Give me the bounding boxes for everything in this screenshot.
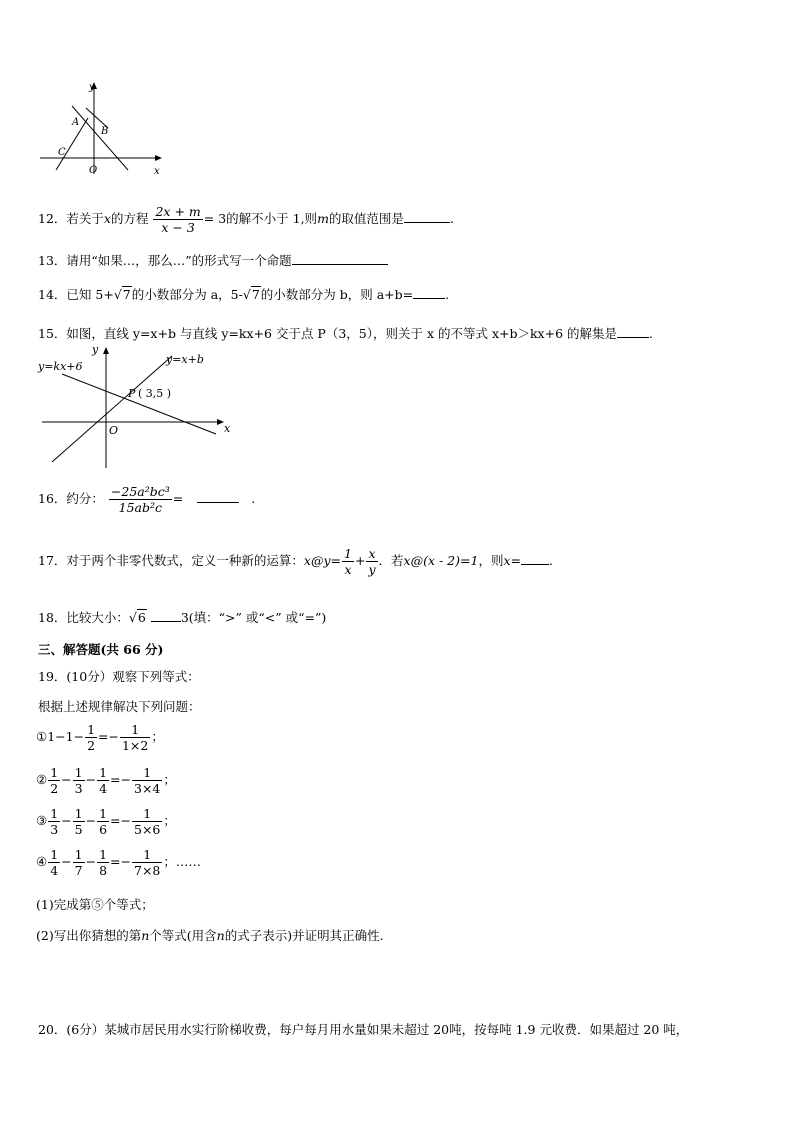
fig15-axis-y: y <box>92 343 99 356</box>
equation-1: ①1−1− $\frac{1}{2}$ =− $\frac{1}{1\times 2}$ ； <box>36 722 164 753</box>
question-16: 16．约分： $\frac{\text{−25a²bc³}}{\text{15ab²c}}$ = . <box>38 484 256 515</box>
fig-label-b: B <box>101 126 109 137</box>
fig15-line1-label: y=kx+6 <box>38 360 83 373</box>
fig15-origin: O <box>109 424 119 437</box>
answer-blank-16[interactable] <box>197 490 239 503</box>
question-15: 15．如图，直线 y=x+b 与直线 y=kx+6 交于点 P（3，5），则关于 x 的不等式 x+b＞kx+6 的解集是 . <box>38 326 653 341</box>
fig-label-a: A <box>72 117 80 128</box>
fig15-line2-label: y=x+b <box>166 353 204 366</box>
equation-2: ② $\frac{1}{2}$ − $\frac{1}{3}$ − $\frac{1}{4}$ =− $\frac{1}{3\times 4}$ ； <box>36 765 176 796</box>
answer-blank-13[interactable] <box>292 252 388 265</box>
answer-blank-15[interactable] <box>617 325 649 338</box>
fig-origin: O <box>89 165 98 176</box>
figure-lines-abc <box>38 78 168 178</box>
question-13: 13．请用“如果…，那么…”的形式写一个命题 <box>38 251 388 269</box>
fig-axis-y: y <box>89 82 95 93</box>
fig-label-c: C <box>58 147 66 158</box>
fig15-point-p: P <box>128 387 136 400</box>
fig-axis-x: x <box>154 166 160 177</box>
question-19-lead: 根据上述规律解决下列问题： <box>38 699 201 714</box>
question-20: 20．(6分）某城市居民用水实行阶梯收费，每户每月用水量如果未超过 20吨，按每吨 1.9 元收费．如果超过 20 吨， <box>38 1022 689 1037</box>
answer-blank-12[interactable] <box>404 210 450 223</box>
section-3-heading: 三、解答题(共 66 分) <box>38 642 164 657</box>
equation-4: ④ $\frac{1}{4}$ − $\frac{1}{7}$ − $\frac{1}{8}$ =− $\frac{1}{7\times 8}$ ；…… <box>36 847 201 878</box>
question-14: 14．已知 5+√7的小数部分为 a，5-√7的小数部分为 b，则 a+b= . <box>38 287 450 302</box>
question-18: 18．比较大小：√6 3(填：“>” 或“<” 或“=”) <box>38 610 327 625</box>
answer-blank-18[interactable] <box>151 609 181 622</box>
question-19-part2: (2)写出你猜想的第n个等式(用含n的式子表示)并证明其正确性. <box>36 928 384 943</box>
fig15-point-coords: ( 3,5 ) <box>138 387 172 400</box>
answer-blank-17[interactable] <box>521 552 549 565</box>
question-12: 12．若关于x的方程 $\frac{2x + m}{x - 3}$ = 3的解不小于 1,则m的取值范围是 . <box>38 204 454 235</box>
answer-blank-14[interactable] <box>413 286 445 299</box>
question-19-part1: (1)完成第⑤个等式； <box>36 897 154 912</box>
question-17: 17．对于两个非零代数式，定义一种新的运算：x@y= $\frac{1}{x}$ + $\frac{x}{y}$ ．若x@(x - 2)=1，则x= . <box>38 546 553 577</box>
figure-q15 <box>36 342 246 472</box>
equation-3: ③ $\frac{1}{3}$ − $\frac{1}{5}$ − $\frac{1}{6}$ =− $\frac{1}{5\times 6}$ ； <box>36 806 176 837</box>
fig15-axis-x: x <box>224 422 231 435</box>
question-19-title: 19．(10分）观察下列等式： <box>38 669 200 684</box>
